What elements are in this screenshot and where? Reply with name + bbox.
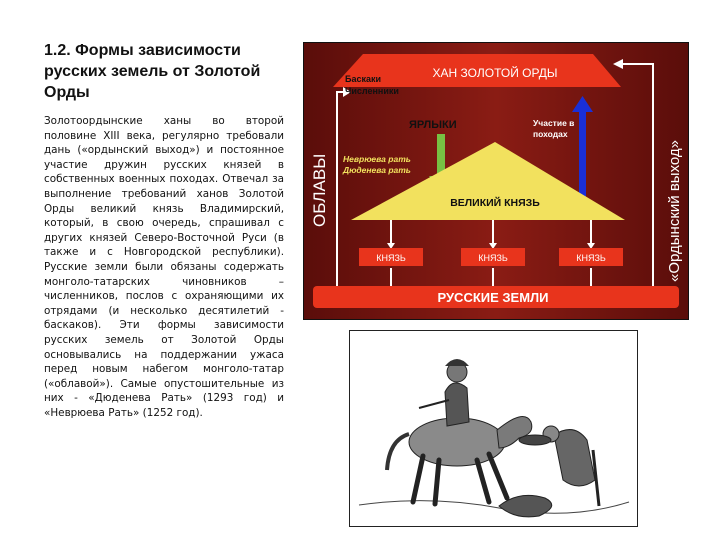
uchastie-line2: походах: [533, 129, 568, 139]
lands-label: РУССКИЕ ЗЕМЛИ: [437, 290, 549, 305]
oblavy-label: ОБЛАВЫ: [310, 153, 329, 227]
tribute-plate: [519, 435, 551, 445]
officials-line1: Баскаки: [345, 74, 382, 84]
vykhod-label: «Ордынский выход»: [666, 139, 683, 282]
body-paragraph: Золотоордынские ханы во второй половине XIII века, регулярно требовали дань («ордынский выход») и постоянное участие дружин русских князей в собственных военных походах. Отвечал за выполнение требований ханов Золотой Орды великий князь Владимирский, который, в свою очередь, спрашивал с других князей Северо-Восточной Руси (в также и с Новгородской республики). Русские земли были обязаны содержать монголо-татарских чиновников – численников, послов с охраняющими их отрядами (и несколько десятилетий - баскаков). Эти формы зависимости русских земель от Золотой Орды основывались на поддержании ужаса перед новым набегом монголо-татар («облавой»). Самые опустошительные из них - «Дюденева Рать» (1293 год) и «Неврюева Рать» (1252 год).: [44, 115, 284, 419]
officials-line2: Численники: [345, 86, 399, 96]
historical-illustration: [349, 330, 638, 527]
prince-label-2: КНЯЗЬ: [478, 253, 508, 263]
grand-prince-label: ВЕЛИКИЙ КНЯЗЬ: [450, 197, 540, 209]
rider-body: [445, 383, 469, 426]
slide-title: 1.2. Формы зависимости русских земель от Золотой Орды: [44, 42, 261, 101]
yarlyki-label: ЯРЛЫКИ: [409, 119, 457, 131]
uchastie-arrow-shaft: [579, 110, 586, 206]
uchastie-line1: Участие в: [533, 118, 575, 128]
dependency-diagram: [303, 42, 689, 320]
raids-line1: Неврюева рать: [343, 154, 411, 164]
prince-label-1: КНЯЗЬ: [376, 253, 406, 263]
raids-line2: Дюденева рать: [343, 165, 411, 175]
prince-label-3: КНЯЗЬ: [576, 253, 606, 263]
khan-label: ХАН ЗОЛОТОЙ ОРДЫ: [432, 66, 558, 80]
